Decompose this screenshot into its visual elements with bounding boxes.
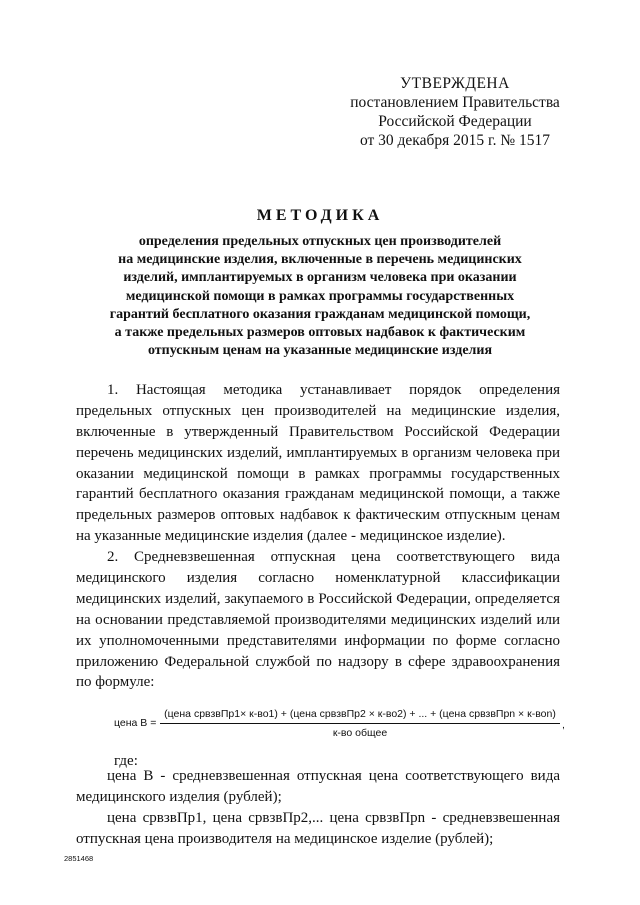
definition-line: цена срвзвПр1, цена срвзвПр2,... цена срвзвПрn - средневзвешенная (107, 809, 560, 826)
paragraph-line: на указанные медицинские изделия (далее - медицинское изделие). (76, 528, 506, 545)
subtitle-line: гарантий бесплатного оказания гражданам медицинской помощи, (109, 306, 531, 322)
paragraph-line: предельных размеров оптовых надбавок к фактическим отпускным ценам (76, 507, 560, 524)
paragraph-line: включенные в утвержденный Правительством Российской Федерации (76, 423, 560, 440)
subtitle-line: изделий, имплантируемых в организм человека при оказании (123, 270, 517, 286)
paragraph-line: их уполномоченными представителями информации по форме согласно (76, 632, 560, 649)
document-subtitle (0, 233, 640, 360)
document-title: МЕТОДИКА (256, 207, 384, 224)
subtitle-line: а также предельных размеров оптовых надбавок к фактическим (114, 325, 526, 341)
formula-lhs: цена В = (114, 717, 157, 729)
paragraph-line: по формуле: (76, 674, 155, 691)
formula-numerator: (цена срвзвПр1× к-во1) + (цена срвзвПр2 × к-во2) + ... + (цена срвзвПрn × к-воn) (164, 708, 556, 720)
definition-line: медицинского изделия (рублей); (76, 788, 282, 805)
definitions-block (76, 766, 560, 850)
formula-comma: , (562, 719, 565, 731)
paragraph-line: медицинских изделий, закупаемого в Российской Федерации, определяется (76, 590, 560, 607)
subtitle-line: определения предельных отпускных цен производителей (138, 234, 502, 249)
paragraph-line: перечень медицинских изделий, имплантируемых в организм человека при (76, 444, 560, 461)
document-body (76, 380, 560, 693)
definition-line: цена В - средневзвешенная отпускная цена соответствующего вида (107, 768, 560, 784)
paragraph-line: на основании представляемой производителями медицинских изделий или (76, 611, 560, 628)
paragraph-line: медицинского изделия согласно номенклатурной классификации (76, 570, 560, 587)
paragraph-line: гарантий бесплатного оказания гражданам медицинской помощи, а также (76, 486, 560, 503)
approval-line-3: от 30 декабря 2015 г. № 1517 (359, 132, 551, 149)
where-label: где: (114, 753, 138, 769)
approval-block (340, 74, 570, 150)
subtitle-line: на медицинские изделия, включенные в перечень медицинских (118, 252, 522, 268)
document-code: 2851468 (64, 854, 94, 863)
definition-line: отпускная цена производителя на медицинское изделие (рублей); (76, 830, 494, 847)
paragraph-line: 1. Настоящая методика устанавливает порядок определения (107, 382, 560, 398)
subtitle-line: отпускным ценам на указанные медицинские изделия (147, 343, 493, 359)
approval-heading: УТВЕРЖДЕНА (400, 75, 510, 92)
paragraph-line: предельных отпускных цен производителей на медицинские изделия, (76, 402, 560, 419)
paragraph-2 (76, 547, 560, 693)
paragraph-line: 2. Средневзвешенная отпускная цена соответствующего вида (107, 549, 560, 566)
approval-line-2: Российской Федерации (378, 113, 532, 130)
fraction-bar (160, 723, 560, 724)
paragraph-line: оказании медицинской помощи в рамках программы государственных (76, 465, 560, 482)
paragraph-1 (76, 380, 560, 547)
formula-denominator: к-во общее (332, 727, 388, 739)
paragraph-line: приложению Федеральной службой по надзору в сфере здравоохранения (76, 653, 560, 670)
weighted-price-formula (114, 705, 584, 745)
approval-line-1: постановлением Правительства (350, 94, 560, 111)
subtitle-line: медицинской помощи в рамках программы государственных (125, 288, 515, 304)
